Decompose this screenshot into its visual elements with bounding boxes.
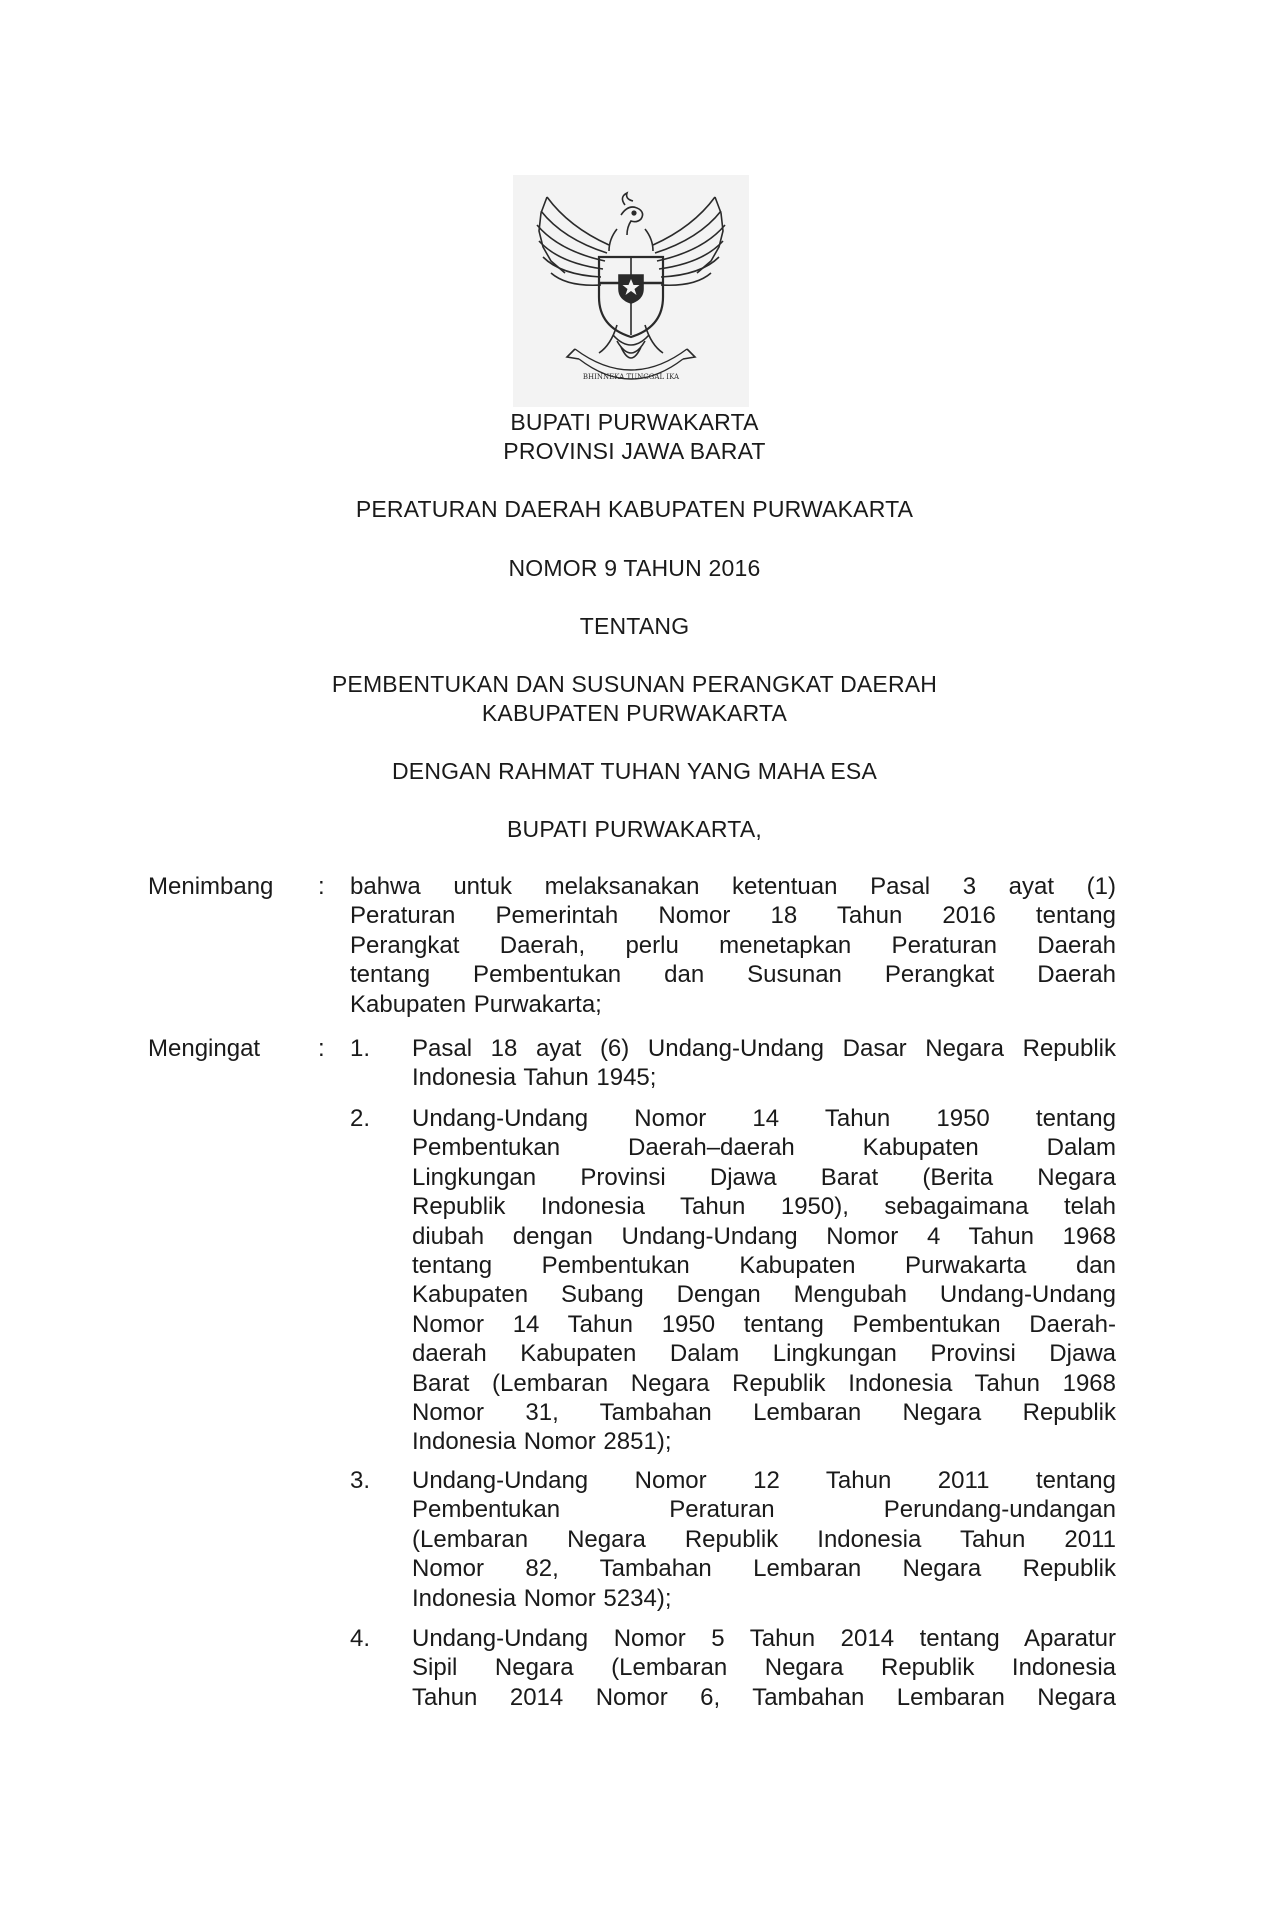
list-item (412, 1034, 1116, 1093)
text-line: Barat (Lembaran Negara Republik Indonesia Tahun 1968 (412, 1369, 1116, 1397)
text-line: Kabupaten Subang Dengan Mengubah Undang-Undang (412, 1281, 1116, 1309)
regulation-about: TENTANG (579, 613, 690, 639)
header-line-provinsi: PROVINSI JAWA BARAT (503, 438, 766, 464)
text-line: Indonesia Nomor 5234); (412, 1584, 672, 1612)
text-line: diubah dengan Undang-Undang Nomor 4 Tahun 1968 (412, 1222, 1116, 1250)
signatory-line: BUPATI PURWAKARTA, (507, 816, 762, 842)
garuda-emblem-icon (513, 175, 749, 407)
list-item-number: 3. (350, 1467, 371, 1494)
blessing-line: DENGAN RAHMAT TUHAN YANG MAHA ESA (391, 758, 877, 784)
text-line: Lingkungan Provinsi Djawa Barat (Berita Negara (412, 1163, 1116, 1191)
header-line-bupati: BUPATI PURWAKARTA (510, 409, 759, 435)
menimbang-colon: : (318, 873, 325, 900)
text-line: Sipil Negara (Lembaran Negara Republik Indonesia (412, 1654, 1116, 1682)
mengingat-label: Mengingat (148, 1035, 261, 1062)
text-line: Nomor 31, Tambahan Lembaran Negara Republik (412, 1399, 1116, 1427)
text-line: Perangkat Daerah, perlu menetapkan Peraturan Daerah (350, 931, 1116, 959)
text-line: Nomor 14 Tahun 1950 tentang Pembentukan Daerah- (412, 1310, 1116, 1338)
text-line: Pembentukan Daerah–daerah Kabupaten Dalam (412, 1134, 1116, 1162)
text-line: Indonesia Tahun 1945; (412, 1064, 657, 1092)
regulation-title: PERATURAN DAERAH KABUPATEN PURWAKARTA (355, 496, 914, 522)
list-item-number: 2. (350, 1105, 371, 1132)
text-line: Undang-Undang Nomor 5 Tahun 2014 tentang Aparatur (412, 1625, 1116, 1652)
menimbang-text (350, 872, 1116, 1019)
text-line: (Lembaran Negara Republik Indonesia Tahun 2011 (412, 1525, 1116, 1553)
emblem-motto: BHINNEKA TUNGGAL IKA (582, 373, 680, 381)
text-line: tentang Pembentukan dan Susunan Perangkat Daerah (350, 961, 1116, 989)
text-line: Indonesia Nomor 2851); (412, 1428, 672, 1456)
text-line: Nomor 82, Tambahan Lembaran Negara Republik (412, 1555, 1116, 1583)
text-line: tentang Pembentukan Kabupaten Purwakarta dan (412, 1252, 1116, 1280)
text-line: daerah Kabupaten Dalam Lingkungan Provinsi Djawa (412, 1340, 1116, 1368)
text-line: Undang-Undang Nomor 12 Tahun 2011 tentang (412, 1467, 1116, 1494)
mengingat-colon: : (318, 1035, 325, 1062)
menimbang-label: Menimbang (148, 873, 274, 900)
list-item-number: 1. (350, 1035, 371, 1062)
regulation-subject-line-2: KABUPATEN PURWAKARTA (481, 700, 788, 726)
text-line: Tahun 2014 Nomor 6, Tambahan Lembaran Negara (412, 1683, 1116, 1711)
regulation-number: NOMOR 9 TAHUN 2016 (508, 555, 761, 581)
text-line: Undang-Undang Nomor 14 Tahun 1950 tentang (412, 1105, 1116, 1132)
text-line: Republik Indonesia Tahun 1950), sebagaimana telah (412, 1193, 1116, 1221)
text-line: Pasal 18 ayat (6) Undang-Undang Dasar Negara Republik (412, 1035, 1116, 1062)
regulation-subject-line-1: PEMBENTUKAN DAN SUSUNAN PERANGKAT DAERAH (331, 671, 938, 697)
garuda-emblem-image (513, 175, 749, 407)
text-line: Peraturan Pemerintah Nomor 18 Tahun 2016 tentang (350, 902, 1116, 930)
text-line: Pembentukan Peraturan Perundang-undangan (412, 1496, 1116, 1524)
list-item-number: 4. (350, 1625, 371, 1652)
list-item (412, 1104, 1116, 1457)
list-item (412, 1466, 1116, 1613)
text-line: Kabupaten Purwakarta; (350, 990, 602, 1018)
text-line: bahwa untuk melaksanakan ketentuan Pasal 3 ayat (1) (350, 873, 1116, 900)
list-item (412, 1624, 1116, 1712)
